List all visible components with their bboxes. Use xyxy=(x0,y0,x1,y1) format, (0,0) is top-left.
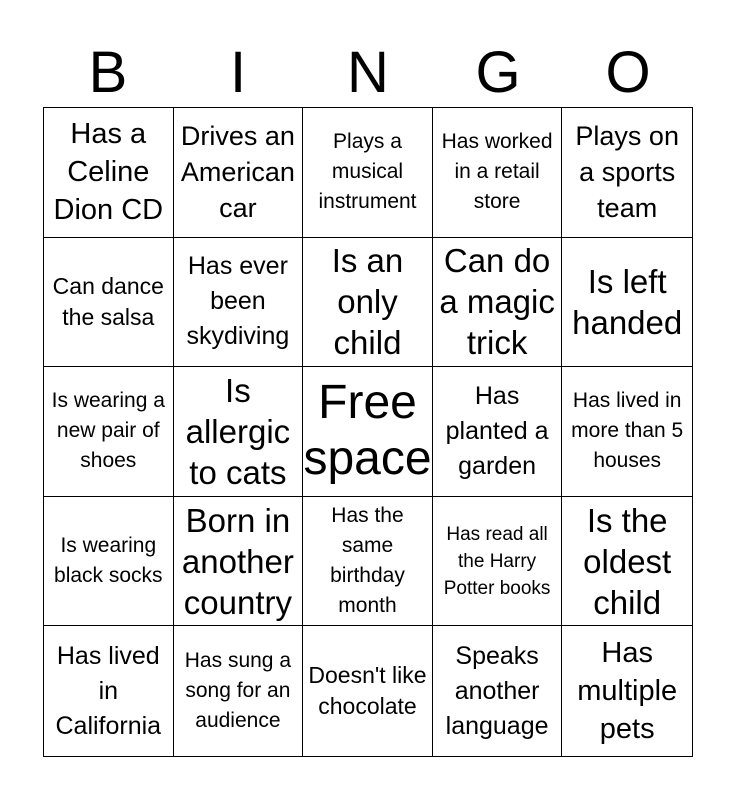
bingo-cell-text: Is allergic to cats xyxy=(185,371,291,491)
bingo-cell[interactable] xyxy=(433,497,563,627)
header-letter-i: I xyxy=(229,40,247,105)
bingo-board xyxy=(43,107,693,757)
bingo-cell-text: Has the same birthday month xyxy=(330,504,405,618)
bingo-cell-text: Speaks another language xyxy=(445,641,549,740)
bingo-cell-text: Has multiple pets xyxy=(577,637,678,746)
bingo-cell[interactable] xyxy=(562,497,692,627)
bingo-cell[interactable] xyxy=(433,238,563,368)
header-letter-o: O xyxy=(605,40,651,105)
bingo-cell[interactable] xyxy=(303,108,433,238)
bingo-cell[interactable] xyxy=(433,367,563,497)
bingo-cell[interactable] xyxy=(174,497,304,627)
bingo-cell[interactable] xyxy=(303,626,433,756)
bingo-cell[interactable] xyxy=(303,238,433,368)
bingo-cell[interactable] xyxy=(303,497,433,627)
header-letter-g: G xyxy=(475,40,521,105)
bingo-cell[interactable] xyxy=(44,238,174,368)
bingo-cell-text: Plays a musical instrument xyxy=(318,130,417,214)
bingo-cell-text: Born in another country xyxy=(181,501,294,621)
bingo-cell-text: Is wearing a new pair of shoes xyxy=(51,389,165,473)
bingo-cell[interactable] xyxy=(562,626,692,756)
bingo-cell[interactable] xyxy=(44,367,174,497)
bingo-cell[interactable] xyxy=(433,108,563,238)
header-letter-b: B xyxy=(88,40,128,105)
free-space-text: Free space xyxy=(303,376,432,486)
bingo-cell-text: Can dance the salsa xyxy=(52,272,164,330)
bingo-cell-text: Is an only child xyxy=(331,242,404,362)
bingo-cell-text: Has ever been skydiving xyxy=(186,252,290,351)
bingo-cell[interactable] xyxy=(562,367,692,497)
bingo-cell-text: Can do a magic trick xyxy=(439,242,555,362)
bingo-cell-text: Doesn't like chocolate xyxy=(308,662,427,720)
bingo-cell[interactable] xyxy=(174,108,304,238)
bingo-cell-text: Is wearing black socks xyxy=(54,534,163,588)
bingo-cell[interactable] xyxy=(562,238,692,368)
bingo-cell[interactable] xyxy=(44,108,174,238)
bingo-cell-text: Has read all the Harry Potter books xyxy=(443,523,551,599)
bingo-cell-text: Has a Celine Dion CD xyxy=(53,118,164,227)
bingo-cell[interactable] xyxy=(174,367,304,497)
bingo-cell-text: Plays on a sports team xyxy=(575,121,679,224)
free-space-cell[interactable] xyxy=(303,367,433,497)
header-letter-n: N xyxy=(347,40,389,105)
bingo-cell[interactable] xyxy=(433,626,563,756)
bingo-cell[interactable] xyxy=(174,626,304,756)
bingo-cell[interactable] xyxy=(562,108,692,238)
bingo-cell-text: Has lived in California xyxy=(55,641,162,740)
bingo-cell-text: Is left handed xyxy=(572,262,683,341)
bingo-cell-text: Has worked in a retail store xyxy=(441,130,553,214)
bingo-cell-text: Has lived in more than 5 houses xyxy=(571,389,684,473)
bingo-cell-text: Has sung a song for an audience xyxy=(184,649,291,733)
bingo-cell[interactable] xyxy=(44,497,174,627)
bingo-cell-text: Has planted a garden xyxy=(445,381,549,480)
bingo-cell[interactable] xyxy=(174,238,304,368)
bingo-cell-text: Is the oldest child xyxy=(583,501,672,621)
bingo-cell[interactable] xyxy=(44,626,174,756)
bingo-cell-text: Drives an American car xyxy=(180,121,295,224)
bingo-header xyxy=(43,40,693,106)
